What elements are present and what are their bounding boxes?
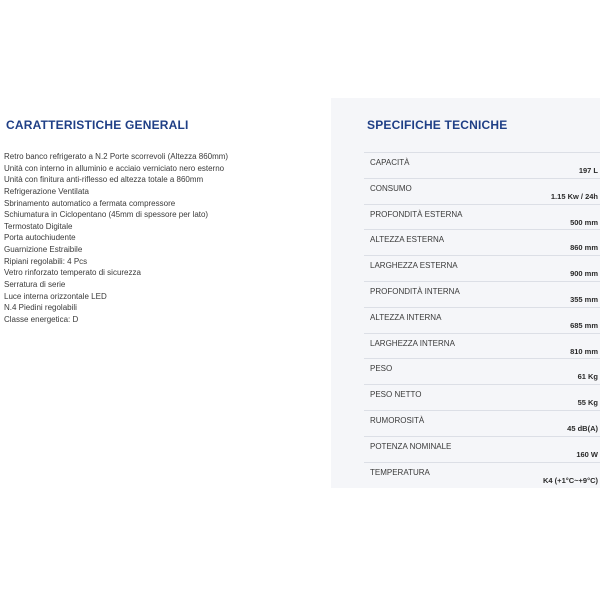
feature-item: Luce interna orizzontale LED [4, 291, 107, 301]
spec-value: 860 mm [570, 243, 598, 253]
spec-label: LARGHEZZA ESTERNA [370, 261, 458, 271]
spec-label: ALTEZZA INTERNA [370, 312, 442, 322]
general-features-section [4, 0, 330, 600]
spec-row-larghezza-esterna [364, 255, 600, 281]
spec-label: LARGHEZZA INTERNA [370, 338, 455, 348]
spec-value: K4 (+1°C~+9°C) [543, 475, 598, 485]
spec-label: CONSUMO [370, 183, 412, 193]
feature-item: Unità con finitura anti-riflesso ed altezza totale a 860mm [4, 175, 204, 185]
feature-item: Porta autochiudente [4, 233, 76, 243]
feature-item: Unità con interno in alluminio e acciaio verniciato nero esterno [4, 163, 225, 173]
technical-specs-title: SPECIFICHE TECNICHE [367, 118, 508, 132]
spec-value: 1.15 Kw / 24h [550, 191, 598, 201]
feature-item: Guarnizione Estraibile [4, 245, 83, 255]
spec-row-profondita-esterna [364, 204, 600, 230]
spec-row-profondita-interna [364, 281, 600, 307]
spec-label: ALTEZZA ESTERNA [370, 235, 445, 245]
spec-row-temperatura [364, 462, 600, 488]
feature-item: Vetro rinforzato temperato di sicurezza [4, 268, 141, 278]
feature-item: Serratura di serie [4, 280, 66, 290]
spec-row-capacita [364, 152, 600, 178]
spec-value: 355 mm [570, 294, 598, 304]
spec-value: 160 W [576, 449, 598, 459]
feature-item: Sbrinamento automatico a fermata compressore [4, 198, 176, 208]
spec-row-peso-netto [364, 384, 600, 410]
feature-item: Retro banco refrigerato a N.2 Porte scorrevoli (Altezza 860mm) [4, 152, 229, 161]
spec-label: PESO NETTO [370, 390, 422, 400]
feature-item: Termostato Digitale [4, 221, 73, 231]
spec-value: 900 mm [570, 269, 598, 279]
features-list [4, 151, 228, 326]
feature-item: Classe energetica: D [4, 314, 79, 324]
spec-value: 500 mm [570, 217, 598, 227]
feature-item: Refrigerazione Ventilata [4, 186, 89, 196]
spec-label: PESO [370, 364, 393, 374]
spec-value: 685 mm [570, 320, 598, 330]
feature-item: Schiumatura in Ciclopentano (45mm di spessore per lato) [4, 210, 209, 220]
spec-row-larghezza-interna [364, 333, 600, 359]
spec-label: RUMOROSITÀ [370, 415, 425, 425]
feature-item: Ripiani regolabili: 4 Pcs [4, 256, 88, 266]
spec-label: POTENZA NOMINALE [370, 441, 452, 451]
technical-specs-panel [331, 98, 600, 488]
general-features-title: CARATTERISTICHE GENERALI [6, 118, 189, 132]
spec-label: PROFONDITÀ ESTERNA [370, 209, 463, 219]
spec-value: 810 mm [570, 346, 598, 356]
spec-value: 55 Kg [577, 398, 598, 408]
spec-label: CAPACITÀ [370, 158, 410, 167]
spec-row-consumo [364, 178, 600, 204]
spec-row-potenza-nominale [364, 436, 600, 462]
spec-value: 197 L [578, 166, 598, 175]
specs-table [364, 152, 600, 487]
spec-value: 61 Kg [577, 372, 598, 382]
spec-value: 45 dB(A) [567, 423, 598, 433]
spec-label: TEMPERATURA [370, 467, 430, 477]
feature-item: N.4 Piedini regolabili [4, 303, 77, 313]
spec-label: PROFONDITÀ INTERNA [370, 286, 460, 296]
spec-row-rumorosita [364, 410, 600, 436]
spec-row-altezza-interna [364, 307, 600, 333]
spec-row-peso [364, 358, 600, 384]
spec-row-altezza-esterna [364, 229, 600, 255]
